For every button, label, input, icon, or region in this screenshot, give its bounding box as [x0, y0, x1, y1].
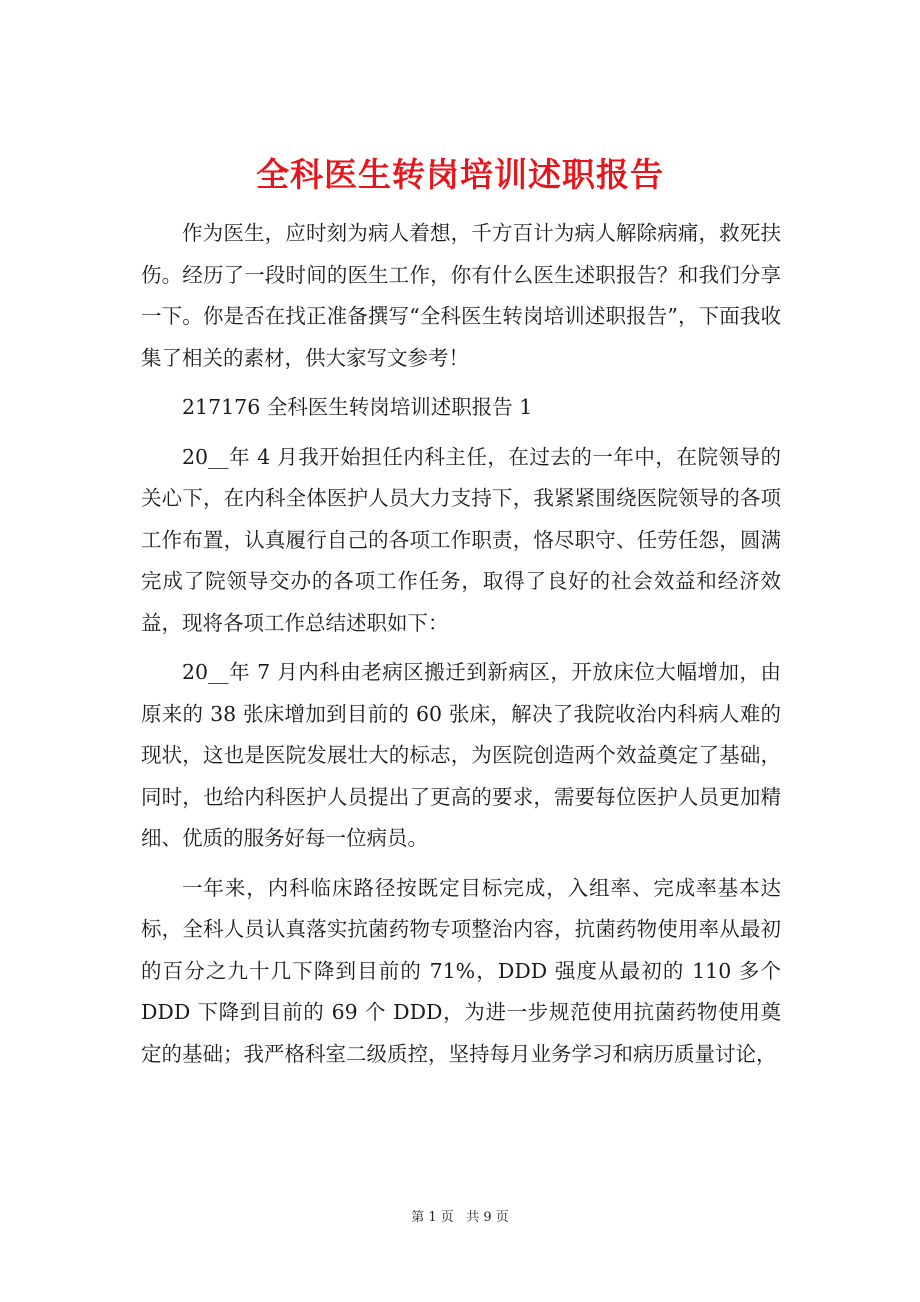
footer-spacer — [454, 1210, 466, 1225]
page-total: 共 9 页 — [466, 1210, 509, 1225]
page-footer — [0, 1206, 920, 1225]
body-paragraph-3: 一年来，内科临床路径按既定目标完成，入组率、完成率基本达标，全科人员认真落实抗菌药物专项整治内容，抗菌药物使用率从最初的百分之九十几下降到目前的 71%，DDD 强度从最初的 110 多个 DDD 下降到目前的 69 个 DDD，为进一步规范使用抗菌药物使用奠定的基础；我严格科室二级质控，坚持每月业务学习和病历质量讨论， — [141, 875, 781, 1066]
section-heading: 217176 全科医生转岗培训述职报告 1 — [182, 395, 533, 419]
body-paragraph-2: 20__年 7 月内科由老病区搬迁到新病区，开放床位大幅增加，由原来的 38 张床增加到目前的 60 张床，解决了我院收治内科病人难的现状，这也是医院发展壮大的标志，为医院创造两个效益奠定了基础，同时，也给内科医护人员提出了更高的要求，需要每位医护人员更加精细、优质的服务好每一位病员。 — [141, 660, 781, 850]
body-paragraph-1: 20__年 4 月我开始担任内科主任，在过去的一年中，在院领导的关心下，在内科全体医护人员大力支持下，我紧紧围绕医院领导的各项工作布置，认真履行自己的各项工作职责，恪尽职守、任劳任怨，圆满完成了院领导交办的各项工作任务，取得了良好的社会效益和经济效益，现将各项工作总结述职如下： — [141, 444, 781, 635]
intro-paragraph: 作为医生，应时刻为病人着想，千方百计为病人解除病痛，救死扶伤。经历了一段时间的医生工作，你有什么医生述职报告？和我们分享一下。你是否在找正准备撰写“全科医生转岗培训述职报告”，下面我收集了相关的素材，供大家写文参考！ — [141, 221, 781, 370]
document-body — [141, 213, 781, 1083]
document-title: 全科医生转岗培训述职报告 — [256, 155, 664, 195]
page-number: 第 1 页 — [411, 1210, 454, 1225]
